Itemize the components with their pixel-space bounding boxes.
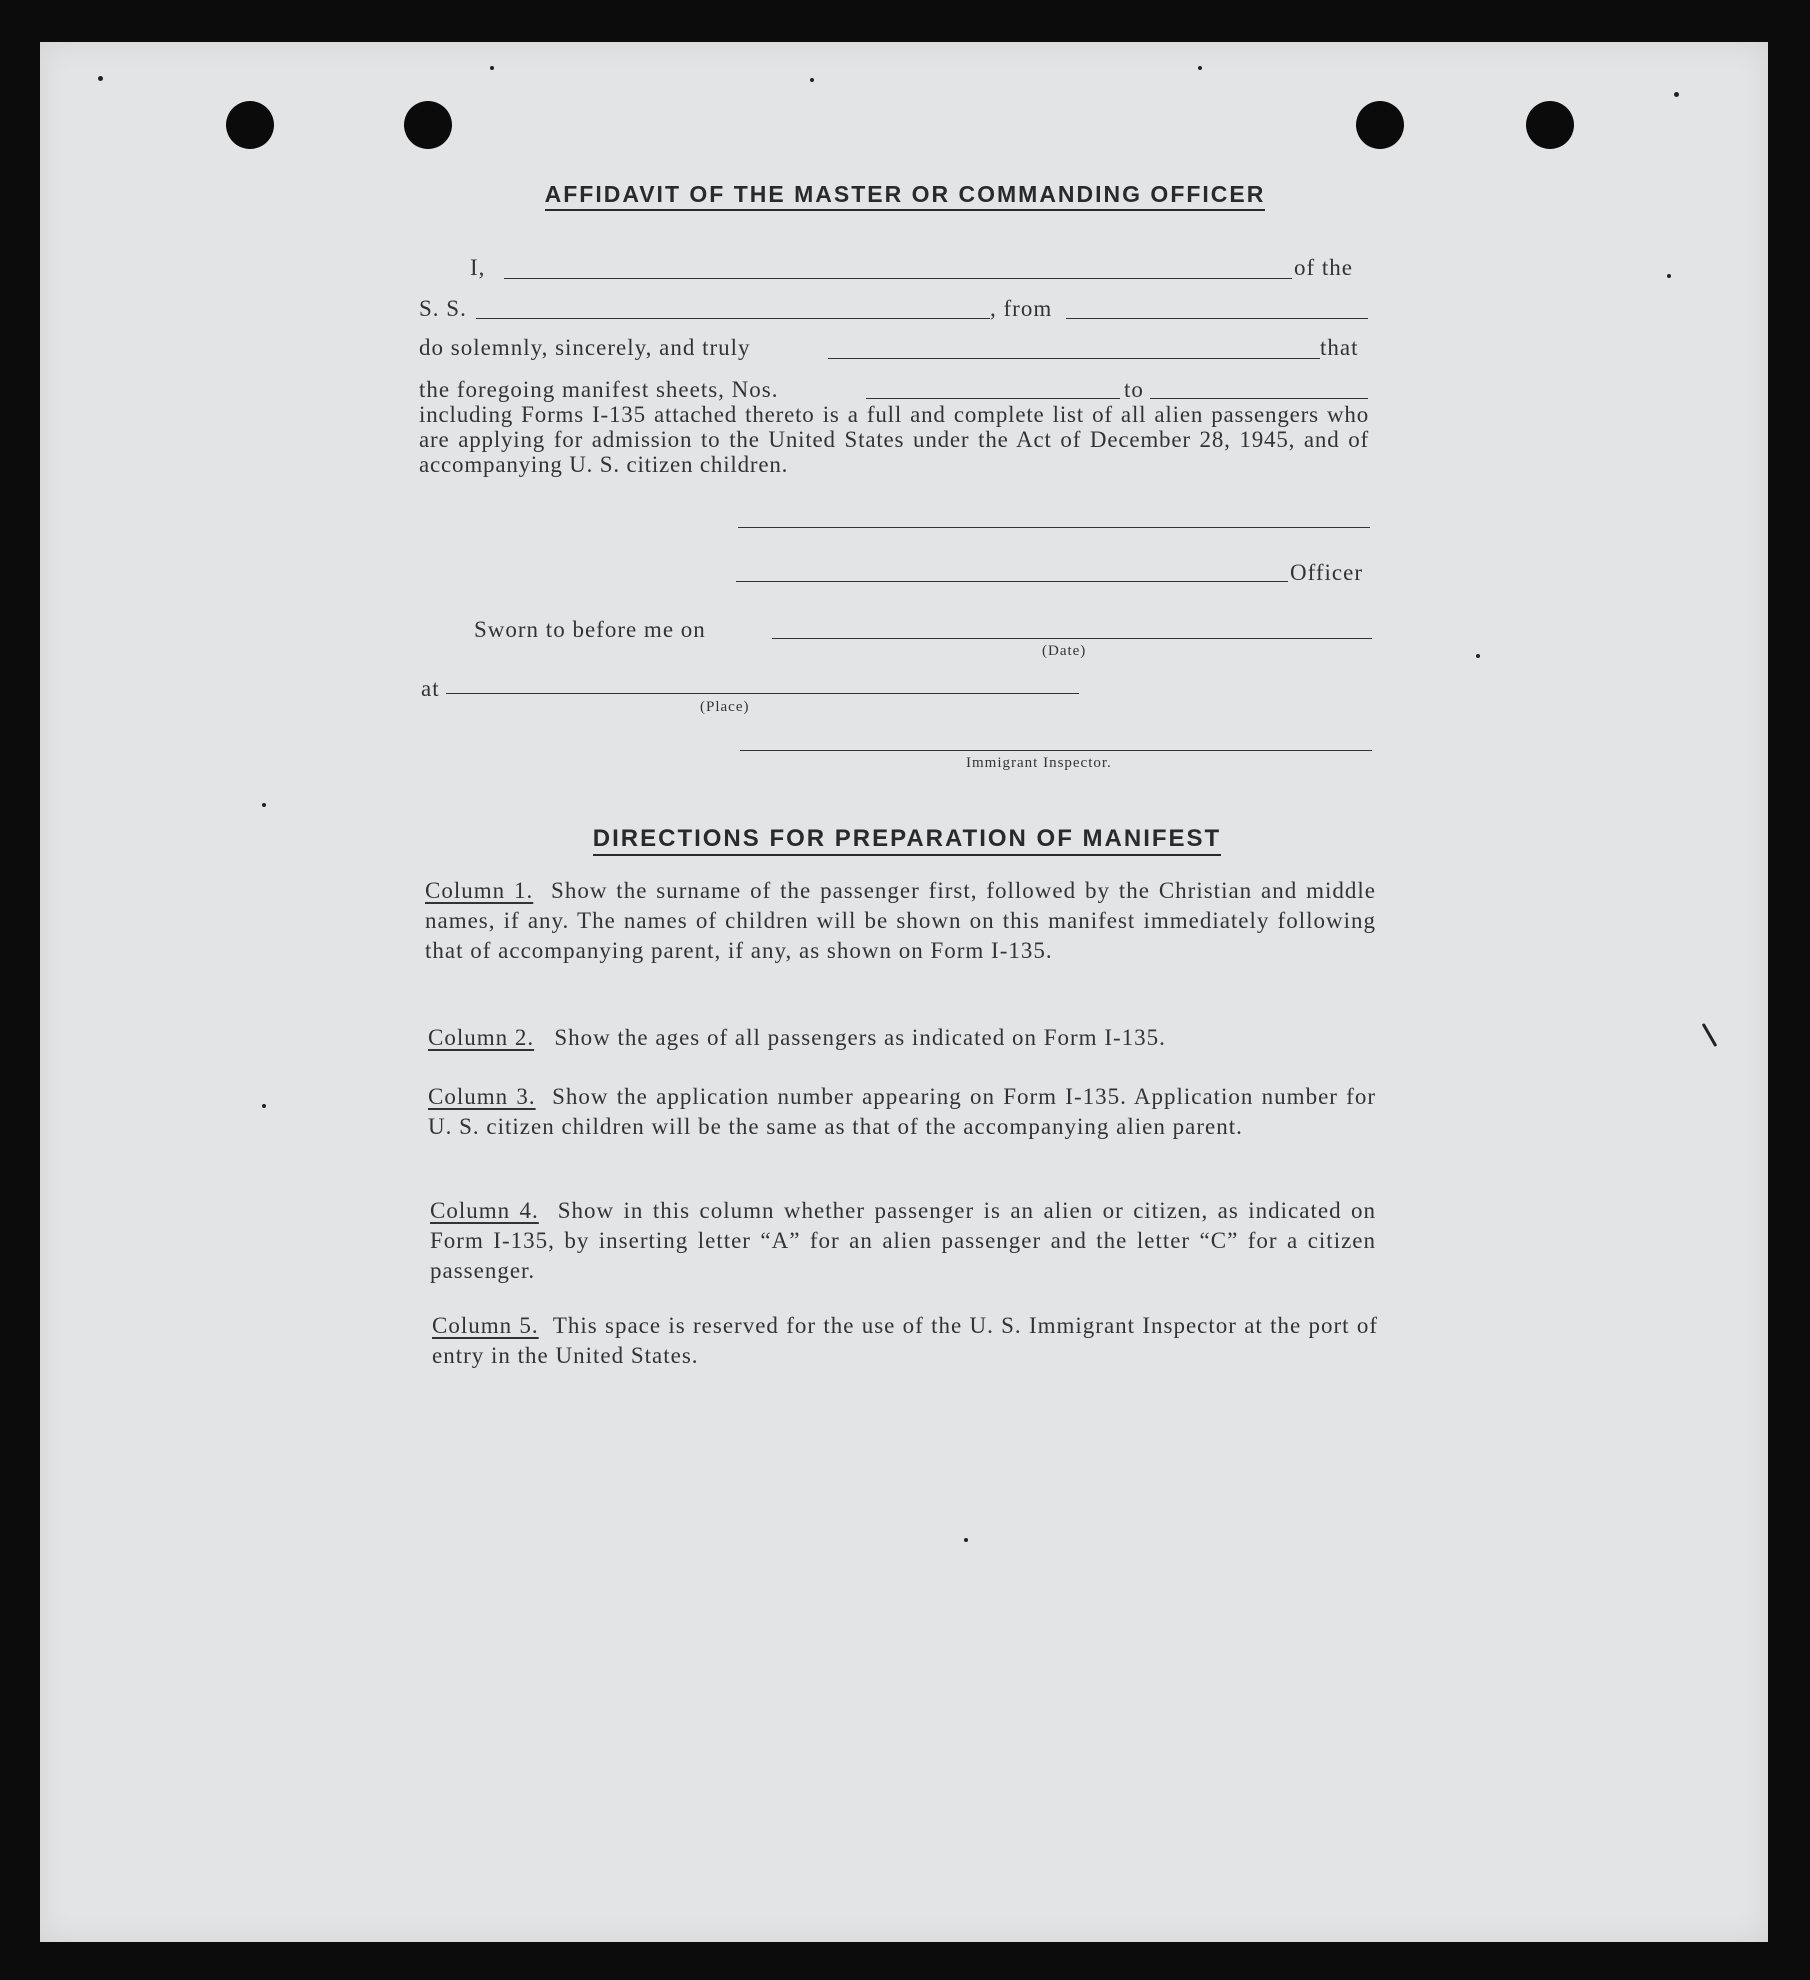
- speck: [810, 78, 814, 82]
- date-caption: (Date): [1042, 643, 1087, 659]
- column-text: This space is reserved for the use of the U. S. Immigrant Inspector at the port of entry in the United States.: [432, 1313, 1378, 1368]
- sworn-label: Sworn to before me on: [474, 617, 706, 642]
- column-label: Column 1.: [425, 878, 534, 903]
- speck: [964, 1538, 968, 1542]
- line1-start: I,: [470, 255, 486, 280]
- direction-column-5: [432, 1311, 1378, 1371]
- document-page: [40, 42, 1768, 1942]
- line2-start: S. S.: [419, 296, 467, 321]
- sheets-to-blank[interactable]: [1150, 398, 1368, 399]
- column-label: Column 4.: [430, 1198, 539, 1223]
- directions-title: DIRECTIONS FOR PREPARATION OF MANIFEST: [2, 825, 1810, 853]
- direction-column-4: [430, 1196, 1376, 1286]
- speck: [1667, 274, 1671, 278]
- punch-hole: [1526, 101, 1574, 149]
- line3-start: do solemnly, sincerely, and truly: [419, 335, 751, 360]
- line2-mid: , from: [990, 296, 1053, 321]
- line3-end: that: [1320, 335, 1359, 360]
- affidavit-statement: including Forms I-135 attached thereto is a full and complete list of all alien passengers who are applying for admission to the United States under the Act of December 28, 1945, and of accompanying U. S. citizen children.: [419, 402, 1369, 477]
- officer-label: Officer: [1290, 560, 1363, 585]
- direction-column-3: [428, 1082, 1376, 1142]
- affidavit-title: AFFIDAVIT OF THE MASTER OR COMMANDING OFFICER: [0, 181, 1810, 208]
- speck: [262, 1104, 266, 1108]
- punch-hole: [1356, 101, 1404, 149]
- place-blank[interactable]: [446, 693, 1079, 694]
- speck: [98, 76, 103, 81]
- speck: [1476, 654, 1480, 658]
- line4-start: the foregoing manifest sheets, Nos.: [419, 377, 779, 402]
- column-label: Column 2.: [428, 1025, 535, 1050]
- sheets-from-blank[interactable]: [866, 398, 1120, 399]
- officer-name-blank[interactable]: [504, 278, 1292, 279]
- column-label: Column 3.: [428, 1084, 536, 1109]
- column-text: Show the ages of all passengers as indicated on Form I-135.: [554, 1025, 1166, 1050]
- line1-end: of the: [1294, 255, 1354, 280]
- at-label: at: [421, 676, 440, 701]
- ship-name-blank[interactable]: [476, 318, 990, 319]
- speck: [490, 66, 494, 70]
- speck: [262, 803, 266, 807]
- column-text: Show the surname of the passenger first, followed by the Christian and middle names, if any. The names of children will be shown on this manifest immediately following that of accompanying parent, if any, as shown on Form I-135.: [425, 878, 1377, 963]
- speck: [1674, 92, 1679, 97]
- speck: [1198, 66, 1202, 70]
- inspector-caption: Immigrant Inspector.: [966, 755, 1112, 771]
- swear-blank[interactable]: [828, 358, 1320, 359]
- line4-mid: to: [1124, 377, 1144, 402]
- place-caption: (Place): [700, 699, 750, 715]
- punch-hole: [226, 101, 274, 149]
- direction-column-1: [425, 876, 1376, 966]
- direction-column-2: [428, 1023, 1379, 1053]
- column-text: Show in this column whether passenger is an alien or citizen, as indicated on Form I-135, by inserting letter “A” for an alien passenger and the letter “C” for a citizen passenger.: [430, 1198, 1377, 1283]
- punch-hole: [404, 101, 452, 149]
- column-label: Column 5.: [432, 1313, 539, 1338]
- from-port-blank[interactable]: [1066, 318, 1368, 319]
- officer-signature-line[interactable]: [736, 581, 1288, 582]
- column-text: Show the application number appearing on Form I-135. Application number for U. S. citizen children will be the same as that of the accompanying alien parent.: [428, 1084, 1376, 1139]
- inspector-signature-line[interactable]: [740, 750, 1372, 751]
- signature-line[interactable]: [738, 527, 1370, 528]
- sworn-date-blank[interactable]: [772, 638, 1372, 639]
